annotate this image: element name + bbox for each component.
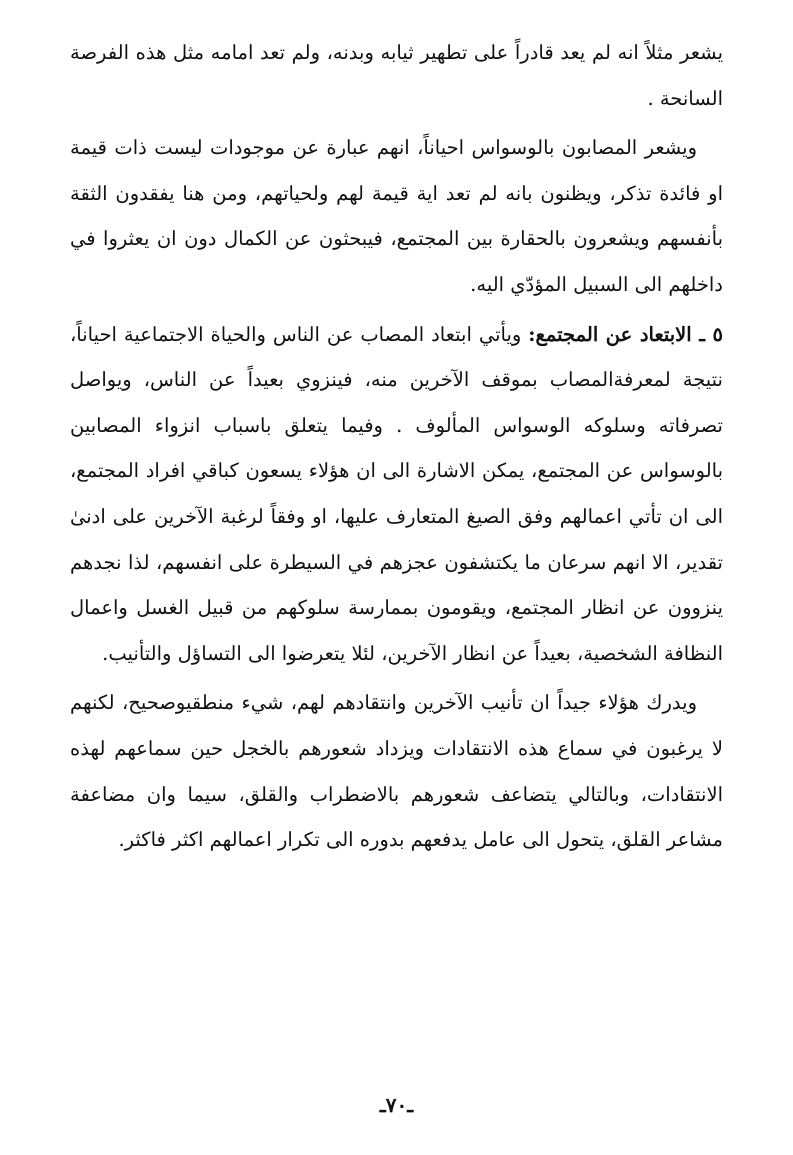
paragraph-3-text: ويأتي ابتعاد المصاب عن الناس والحياة الاجتماعية احياناً، نتيجة لمعرفةالمصاب بموقف الآخرين منه، فينزوي بعيداً عن الناس، ويواصل تصرفاته وسلوكه الوسواس المألوف . وفيما يتعلق باسباب انزواء المصابين بالوسواس عن المجتمع، يمكن الاشارة الى ان هؤلاء يسعون كباقي افراد المجتمع، الى ان تأتي اعمالهم وفق الصيغ المتعارف عليها، او وفقاً لرغبة الآخرين على ادنىٰ تقدير، الا انهم سرعان ما يكتشفون عجزهم في السيطرة على انفسهم، لذا نجدهم ينزوون عن انظار المجتمع، ويقومون بممارسة سلوكهم من قبيل الغسل واعمال النظافة الشخصية، بعيداً عن انظار الآخرين، لئلا يتعرضوا الى التساؤل والتأنيب. [70,322,723,665]
paragraph-2 [70,125,723,307]
paragraph-1 [70,30,723,121]
page-number: ـ٧٠ـ [379,1093,414,1117]
paragraph-4-text: ويدرك هؤلاء جيداً ان تأنيب الآخرين وانتقادهم لهم، شيء منطقيوصحيح، لكنهم لا يرغبون في سماع هذه الانتقادات ويزداد شعورهم بالخجل حين سماعهم لهذه الانتقادات، وبالتالي يتضاعف شعورهم بالاضطراب والقلق، سيما وان مضاعفة مشاعر القلق، يتحول الى عامل يدفعهم بدوره الى تكرار اعمالهم اكثر فاكثر. [70,691,723,852]
body-text [70,30,723,867]
paragraph-3 [70,312,723,677]
paragraph-2-text: ويشعر المصابون بالوسواس احياناً، انهم عبارة عن موجودات ليست ذات قيمة او فائدة تذكر، ويظنون بانه لم تعد اية قيمة لهم ولحياتهم، ومن هنا يفقدون الثقة بأنفسهم ويشعرون بالحقارة بين المجتمع، فيبحثون عن الكمال دون ان يعثروا في داخلهم الى السبيل المؤدّي اليه. [70,136,723,296]
section-heading: ٥ ـ الابتعاد عن المجتمع: [528,322,724,346]
paragraph-4 [70,680,723,862]
paragraph-1-text: يشعر مثلاً انه لم يعد قادراً على تطهير ثيابه وبدنه، ولم تعد امامه مثل هذه الفرصة السانحة . [70,41,723,110]
